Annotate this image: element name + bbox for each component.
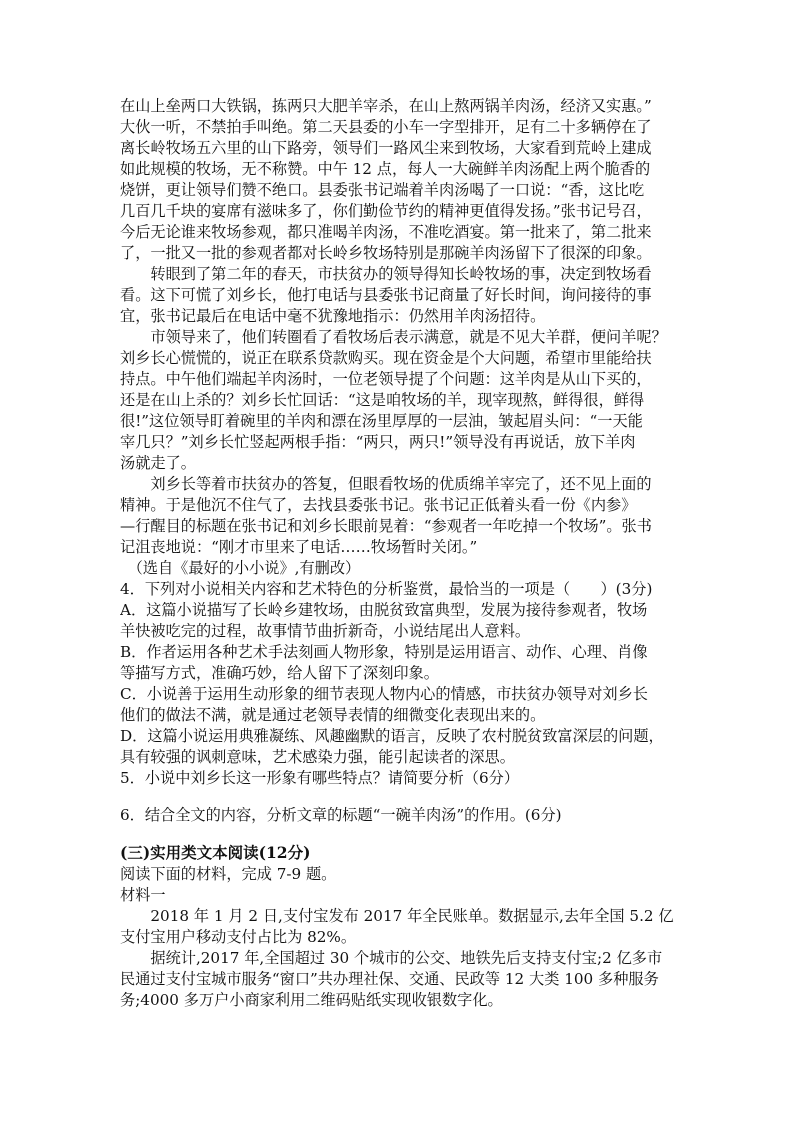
option-a-line: 羊快被吃完的过程，故事情节曲折新奇，小说结尾出人意料。 <box>120 622 531 640</box>
text-line: 2018 年 1 月 2 日,支付宝发布 2017 年全民账单。数据显示,去年全国 5.2 亿 <box>120 907 674 925</box>
section-instruction: 阅读下面的材料，完成 7-9 题。 <box>120 865 337 883</box>
question-6 <box>120 805 676 826</box>
text-line: 转眼到了第二年的春天，市扶贫办的领导得知长岭牧场的事，决定到牧场看 <box>120 265 652 283</box>
text-line: 离长岭牧场五六里的山下路旁，领导们一路风尘来到牧场，大家看到荒岭上建成 <box>120 139 652 157</box>
text-line: 宜，张书记最后在电话中毫不犹豫地指示：仍然用羊肉汤招待。 <box>120 307 546 325</box>
text-line: 持点。中午他们端起羊肉汤时，一位老领导提了个问题：这羊肉是从山下买的， <box>120 370 652 388</box>
question-6-text: 6．结合全文的内容，分析文章的标题“一碗羊肉汤”的作用。(6分) <box>120 806 562 824</box>
question-4-stem: 4．下列对小说相关内容和艺术特色的分析鉴赏，最恰当的一项是（ ）(3分) <box>120 580 653 598</box>
source-line: （选自《最好的小小说》,有删改） <box>120 559 361 577</box>
option-c-line: 他们的做法不满，就是通过老领导表情的细微变化表现出来的。 <box>120 706 546 724</box>
text-line: 今后无论谁来牧场参观，都只准喝羊肉汤，不准吃酒宴。第一批来了，第二批来 <box>120 223 652 241</box>
text-line: 宰几只？”刘乡长忙竖起两根手指：“两只，两只!”领导没有再说话，放下羊肉 <box>120 433 636 451</box>
story-paragraph-3 <box>120 327 676 474</box>
text-line: 几百几千块的宴席有滋味多了，你们勤俭节约的精神更值得发扬。”张书记号召， <box>120 202 652 220</box>
text-line: 务;4000 多万户小商家利用二维码贴纸实现收银数字化。 <box>120 991 503 1009</box>
text-line: 市领导来了，他们转圈看了看牧场后表示满意，就是不见大羊群，便问羊呢？ <box>120 328 667 346</box>
text-line: 如此规模的牧场，无不称赞。中午 12 点，每人一大碗鲜羊肉汤配上两个脆香的 <box>120 160 651 178</box>
text-line: 刘乡长心慌慌的，说正在联系贷款购买。现在资金是个大问题，希望市里能给扶 <box>120 349 652 367</box>
text-line: 汤就走了。 <box>120 454 196 472</box>
story-paragraph-1 <box>120 96 676 264</box>
material-1-paragraph-1 <box>120 906 676 948</box>
text-line: 还是在山上杀的？刘乡长忙回话：“这是咱牧场的羊，现宰现熬，鲜得很，鲜得 <box>120 391 645 409</box>
option-b-line: 等描写方式，准确巧妙，给人留下了深刻印象。 <box>120 664 439 682</box>
text-line: —行醒目的标题在张书记和刘乡长眼前晃着：“参观者一年吃掉一个牧场”。张书 <box>120 517 652 535</box>
option-a-line: A．这篇小说描写了长岭乡建牧场，由脱贫致富典型，发展为接待参观者，牧场 <box>120 601 648 619</box>
text-line: 民通过支付宝城市服务“窗口”共办理社保、交通、民政等 12 大类 100 多种服务 <box>120 970 659 988</box>
text-line: 了，一批又一批的参观者都对长岭乡牧场特别是那碗羊肉汤留下了很深的印象。 <box>120 244 652 262</box>
question-5-text: 5．小说中刘乡长这一形象有哪些特点？请简要分析（6分） <box>120 769 520 787</box>
option-d-line: D．这篇小说运用典雅凝练、风趣幽默的语言，反映了农村脱贫致富深层的问题， <box>120 727 664 745</box>
option-b-line: B．作者运用各种艺术手法刻画人物形象，特别是运用语言、动作、心理、肖像 <box>120 643 648 661</box>
text-line: 据统计,2017 年,全国超过 30 个城市的公交、地铁先后支持支付宝;2 亿多市 <box>120 949 663 967</box>
text-line: 刘乡长等着市扶贫办的答复，但眼看牧场的优质绵羊宰完了，还不见上面的 <box>120 475 652 493</box>
question-5 <box>120 768 676 789</box>
question-4 <box>120 579 676 768</box>
section-heading: (三)实用类文本阅读(12分) <box>120 843 311 862</box>
text-line: 在山上垒两口大铁锅，拣两只大肥羊宰杀，在山上熬两锅羊肉汤，经济又实惠。” <box>120 97 652 115</box>
material-label: 材料一 <box>120 886 166 904</box>
text-line: 看。这下可慌了刘乡长，他打电话与县委张书记商量了好长时间，询问接待的事 <box>120 286 652 304</box>
text-line: 记沮丧地说：“刚才市里来了电话……牧场暂时关闭。” <box>120 538 478 556</box>
text-line: 烧饼，更让领导们赞不绝口。县委张书记端着羊肉汤喝了一口说：“香，这比吃 <box>120 181 645 199</box>
text-line: 支付宝用户移动支付占比为 82%。 <box>120 928 357 946</box>
story-paragraph-2 <box>120 264 676 327</box>
story-paragraph-4 <box>120 474 676 558</box>
option-d-line: 具有较强的讽刺意味，艺术感染力强，能引起读者的深思。 <box>120 748 515 766</box>
text-line: 很!”这位领导盯着碗里的羊肉和漂在汤里厚厚的一层油，皱起眉头问：“一天能 <box>120 412 643 430</box>
story-source <box>120 558 676 579</box>
material-1-paragraph-2 <box>120 948 676 1011</box>
text-line: 精神。于是他沉不住气了，去找县委张书记。张书记正低着头看一份《内参》 <box>120 496 637 514</box>
section-3 <box>120 842 676 906</box>
option-c-line: C．小说善于运用生动形象的细节表现人物内心的情感，市扶贫办领导对刘乡长 <box>120 685 648 703</box>
text-line: 大伙一听，不禁拍手叫绝。第二天县委的小车一字型排开，足有二十多辆停在了 <box>120 118 652 136</box>
